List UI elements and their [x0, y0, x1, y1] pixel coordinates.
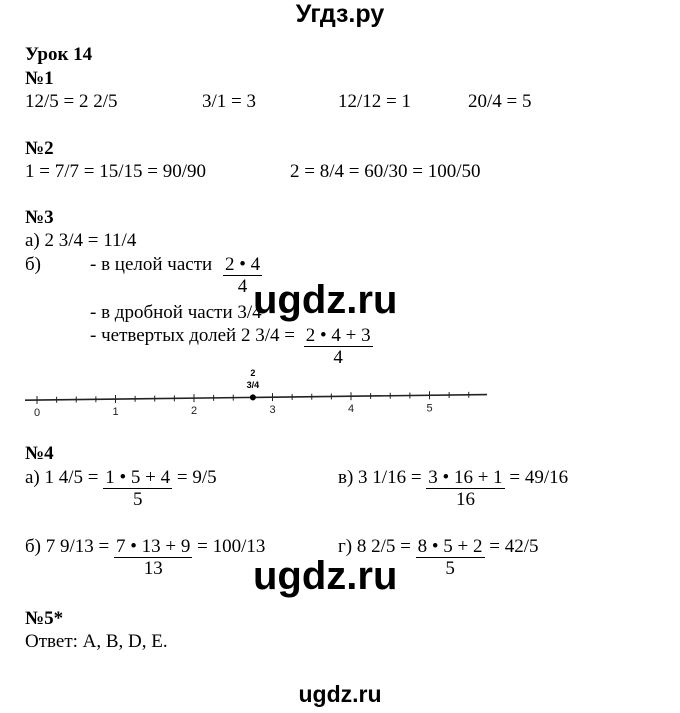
- task4-a-result: = 9/5: [176, 467, 217, 488]
- number-line-label: 2: [190, 405, 198, 418]
- task3-title: №3: [25, 207, 54, 228]
- task5-answer: Ответ: A, B, D, E.: [25, 631, 168, 652]
- number-line-label: 4: [347, 403, 355, 416]
- task3-b-line1-prefix: - в целой части: [90, 254, 213, 275]
- fraction-denominator: 5: [132, 489, 143, 510]
- fraction-denominator: 4: [237, 276, 248, 297]
- fraction-numerator: 3 • 16 + 1: [428, 467, 503, 488]
- number-line-label: 1: [112, 406, 119, 419]
- watermark: ugdz.ru: [253, 278, 398, 322]
- fraction-numerator: 8 • 5 + 2: [417, 536, 483, 557]
- task4-g-prefix: г) 8 2/5 =: [338, 536, 411, 557]
- task4-g-fraction: [416, 536, 485, 580]
- number-line: [25, 362, 495, 420]
- task5-title: №5*: [25, 608, 64, 629]
- lesson-title: Урок 14: [25, 44, 93, 65]
- task1-item-1: 12/5 = 2 2/5: [25, 91, 118, 112]
- task4-part-a: [25, 467, 217, 511]
- task4-title: №4: [25, 443, 54, 464]
- watermark: ugdz.ru: [253, 554, 398, 598]
- task1-title: №1: [25, 68, 54, 89]
- task4-b-prefix: б) 7 9/13 =: [25, 536, 110, 557]
- task1-item-4: 20/4 = 5: [468, 91, 532, 112]
- task1-item-2: 3/1 = 3: [202, 91, 256, 112]
- task3-part-a: а) 2 3/4 = 11/4: [25, 230, 137, 251]
- task4-v-prefix: в) 3 1/16 =: [338, 467, 422, 488]
- number-line-label: 3: [269, 404, 276, 417]
- task2-item-1: 1 = 7/7 = 15/15 = 90/90: [25, 161, 206, 182]
- task3-part-b-label: б): [25, 254, 41, 275]
- task4-b-fraction: [114, 536, 192, 580]
- number-line-point-label-bottom: 3/4: [246, 380, 260, 390]
- fraction-denominator: 5: [445, 558, 455, 579]
- fraction-numerator: 1 • 5 + 4: [105, 467, 171, 488]
- number-line-axis: [25, 395, 487, 401]
- task2-title: №2: [25, 138, 54, 159]
- task4-g-result: = 42/5: [489, 536, 539, 557]
- footer-site-name: ugdz.ru: [298, 681, 382, 707]
- task4-part-v: [338, 467, 568, 511]
- fraction-denominator: 16: [455, 489, 475, 510]
- number-line-label: 0: [33, 407, 41, 419]
- site-title: Угдз.ру: [295, 0, 385, 28]
- task4-a-prefix: а) 1 4/5 =: [25, 467, 99, 488]
- number-line-point-label-top: 2: [250, 368, 256, 378]
- task3-b-line3-prefix: - четвертых долей 2 3/4 =: [90, 325, 295, 346]
- task4-v-fraction: [426, 467, 504, 511]
- task4-v-result: = 49/16: [509, 467, 569, 488]
- fraction-numerator: 2 • 4 + 3: [305, 325, 371, 346]
- task3-b-line1: [90, 254, 262, 298]
- task4-part-b: [25, 536, 265, 580]
- number-line-point: [250, 394, 256, 400]
- number-line-label: 5: [426, 402, 433, 415]
- task2-item-2: 2 = 8/4 = 60/30 = 100/50: [290, 161, 481, 182]
- task4-a-fraction: [103, 467, 172, 511]
- fraction-denominator: 13: [143, 558, 163, 579]
- fraction-numerator: 2 • 4: [224, 254, 261, 275]
- task1-item-3: 12/12 = 1: [338, 91, 411, 112]
- fraction-numerator: 7 • 13 + 9: [116, 536, 191, 557]
- fraction-denominator: 4: [333, 347, 343, 368]
- task4-b-result: = 100/13: [197, 536, 266, 557]
- task3-b-line2: - в дробной части 3/4: [90, 302, 262, 323]
